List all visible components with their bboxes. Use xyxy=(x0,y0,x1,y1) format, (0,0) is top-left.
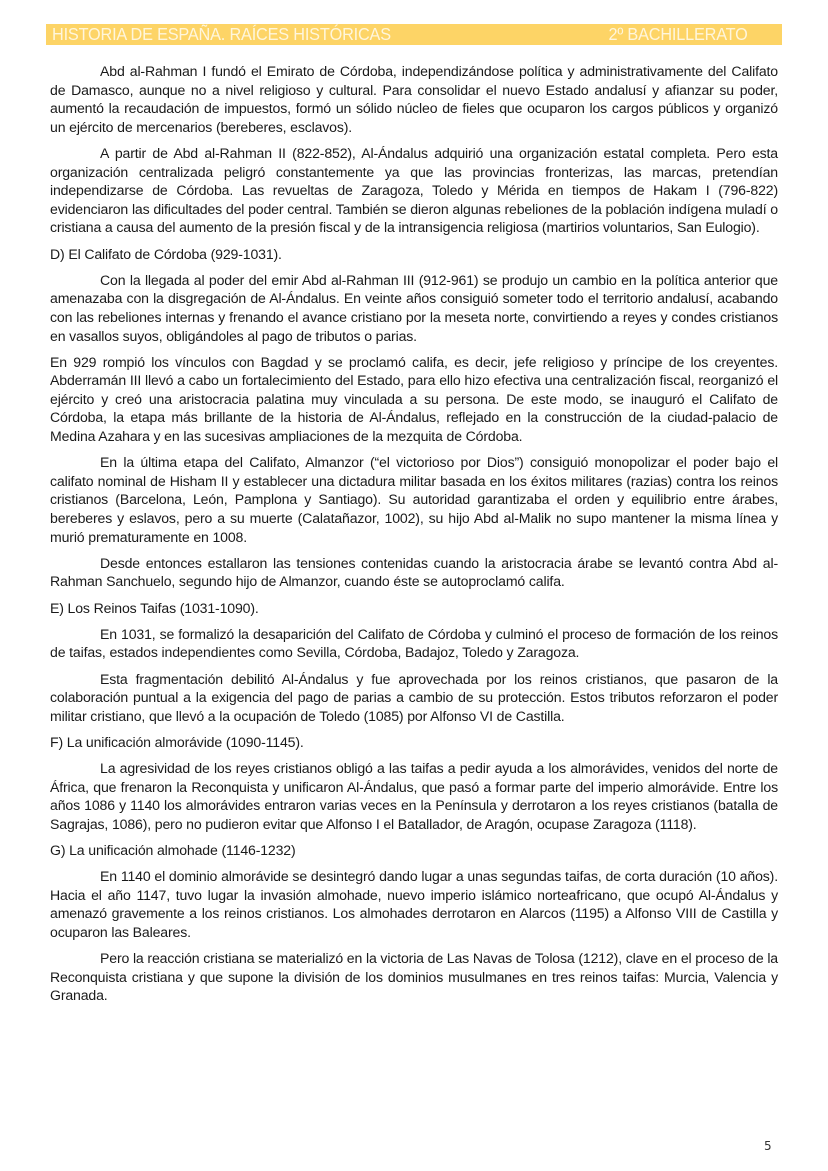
page-header-bar xyxy=(46,24,782,45)
paragraph-taifas-1031: En 1031, se formalizó la desaparición del Califato de Córdoba y culminó el proceso de formación de los reinos de taifas, estados independientes como Sevilla, Córdoba, Badajoz, Toledo y Zaragoza. xyxy=(50,625,778,661)
paragraph-fragmentacion: Esta fragmentación debilitó Al-Ándalus y fue aprovechada por los reinos cristianos, que pasaron de la colaboración puntual a la exigencia del pago de parias a cambio de su protección. Estos tributos reforzaron el poder militar cristiano, que llevó a la ocupación de Toledo (1085) por Alfonso VI de Castilla. xyxy=(50,670,778,724)
paragraph-emirato: Abd al-Rahman I fundó el Emirato de Córdoba, independizándose política y administrativamente del Califato de Damasco, aunque no a nivel religioso y cultural. Para consolidar el nuevo Estado andalusí y afianzar su poder, aumentó la recaudación de impuestos, formó un sólido núcleo de fieles que ocuparon los cargos públicos y organizó un ejército de mercenarios (bereberes, esclavos). xyxy=(50,63,778,135)
paragraph-abd-al-rahman-ii: A partir de Abd al-Rahman II (822-852), Al-Ándalus adquirió una organización estatal completa. Pero esta organización centralizada peligró constantemente ya que las provincias fronterizas, las marcas, pretendían independizarse de Córdoba. Las revueltas de Zaragoza, Toledo y Mérida en tiempos de Hakam I (796-822) evidenciaron las dificultades del poder central. También se dieron algunas rebeliones de la población indígena muladí o cristiana a causa del aumento de la presión fiscal y de la intransigencia religiosa (martirios voluntarios, San Eulogio). xyxy=(50,144,778,236)
section-heading-almohade: G) La unificación almohade (1146-1232) xyxy=(50,842,296,859)
section-heading-califato: D) El Califato de Córdoba (929-1031). xyxy=(50,245,282,262)
paragraph-navas-de-tolosa: Pero la reacción cristiana se materializó en la victoria de Las Navas de Tolosa (1212), clave en el proceso de la Reconquista cristiana y que supone la división de los dominios musulmanes en tres reinos taifas: Murcia, Valencia y Granada. xyxy=(50,950,778,1004)
document-body xyxy=(50,62,778,1013)
header-title: HISTORIA DE ESPAÑA. RAÍCES HISTÓRICAS xyxy=(52,24,391,44)
paragraph-almanzor: En la última etapa del Califato, Almanzor (“el victorioso por Dios”) consiguió monopolizar el poder bajo el califato nominal de Hisham II y establecer una dictadura militar basada en los éxitos militares (razias) contra los reinos cristianos (Barcelona, León, Pamplona y Santiago). Su autoridad garantizaba el orden y equilibrio entre árabes, bereberes y eslavos, pero a su muerte (Calatañazor, 1002), su hijo Abd al-Malik no supo mantener la misma línea y murió prematuramente en 1008. xyxy=(50,454,778,545)
section-heading-taifas: E) Los Reinos Taifas (1031-1090). xyxy=(50,599,259,616)
paragraph-sanchuelo: Desde entonces estallaron las tensiones contenidas cuando la aristocracia árabe se levantó contra Abd al-Rahman Sanchuelo, segundo hijo de Almanzor, cuando éste se autoproclamó califa. xyxy=(50,554,778,590)
paragraph-califa-929: En 929 rompió los vínculos con Bagdad y se proclamó califa, es decir, jefe religioso y príncipe de los creyentes. Abderramán III llevó a cabo un fortalecimiento del Estado, para ello hizo efectiva una centralización fiscal, reorganizó el ejército y creó una aristocracia palatina muy vinculada a su persona. De este modo, se inauguró el Califato de Córdoba, la etapa más brillante de la historia de Al-Ándalus, reflejado en la construcción de la ciudad-palacio de Medina Azahara y en las sucesivas ampliaciones de la mezquita de Córdoba. xyxy=(50,353,778,445)
header-course: 2º BACHILLERATO xyxy=(608,24,748,44)
paragraph-almohades: En 1140 el dominio almorávide se desintegró dando lugar a unas segundas taifas, de corta duración (10 años). Hacia el año 1147, tuvo lugar la invasión almohade, nuevo imperio islámico norteafricano, que ocupó Al-Ándalus y amenazó gravemente a los reinos cristianos. Los almohades derrotaron en Alarcos (1195) a Alfonso VIII de Castilla y ocuparon las Baleares. xyxy=(50,868,778,941)
page-number: 5 xyxy=(764,1139,772,1153)
paragraph-abd-al-rahman-iii: Con la llegada al poder del emir Abd al-Rahman III (912-961) se produjo un cambio en la política anterior que amenazaba con la disgregación de Al-Ándalus. En veinte años consiguió someter todo el territorio andalusí, acabando con las rebeliones internas y frenando el avance cristiano por la meseta norte, convirtiendo a reyes y condes cristianos en vasallos suyos, obligándoles al pago de tributos o parias. xyxy=(50,271,778,344)
section-heading-almoravide: F) La unificación almorávide (1090-1145). xyxy=(50,733,304,750)
paragraph-almoravides: La agresividad de los reyes cristianos obligó a las taifas a pedir ayuda a los almorávides, venidos del norte de África, que frenaron la Reconquista y unificaron Al-Ándalus, que pasó a formar parte del imperio almorávide. Entre los años 1086 y 1140 los almorávides entraron varias veces en la Península y derrotaron a los reyes cristianos (batalla de Sagrajas, 1086), pero no pudieron evitar que Alfonso I el Batallador, de Aragón, ocupase Zaragoza (1118). xyxy=(50,760,778,832)
